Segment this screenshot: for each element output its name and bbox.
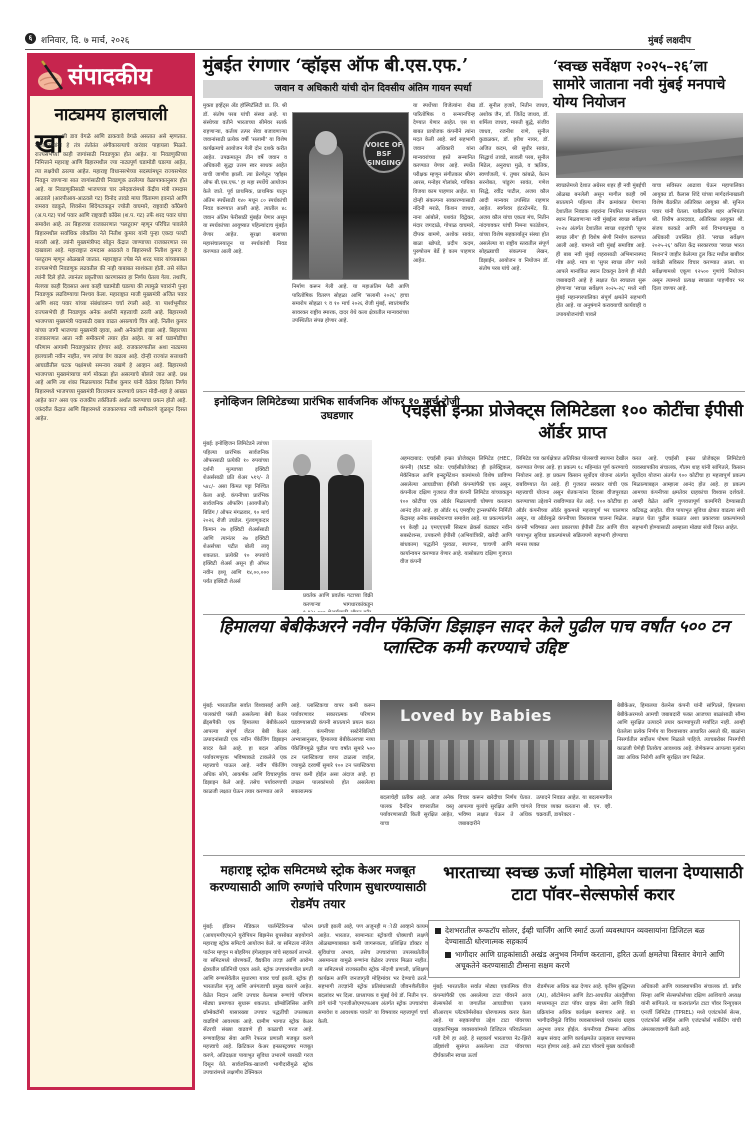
- section-divider: [203, 855, 745, 856]
- stroke-column-2: प्रगती झाली आहे, पण अजूनही म ोठी आव्हाने कायम आहेत. भारतात, सामान्यतः स्ट्रोकची धोक्याची लक्षणे ओळखण्याबाबत कमी जागरूकता, प्रशिक्षित डॉक्टर व सुविधांचा अभाव, तसेच उपचारांच्या उपलब्धतेतील असमानता यामुळे रुग्णांना वेळेवर उपचार मिळत नाहीत. या समिटमध्ये राज्यस्तरीय स्ट्रोक नोंदणी प्रणाली, प्रशिक्षण कार्यक्रम आणि जनजागृती मोहिमांवर भर देण्याचे ठरले. सहभागी तज्ज्ञांनी स्ट्रोक प्रतिबंधासाठी जीवनशैलीतील बदलांवर भर दिला. प्राध्यापक व मुंबई येथे डॉ. नितीन एन. डांगे यांनी 'एनजीओएमएफआय अंतर्गत स्ट्रोक उपचारांचा समावेश व आवश्यक पावले' या विषयावर महत्त्वपूर्ण चर्चा केली.: [318, 924, 428, 1025]
- issue-date: शनिवार, दि. ७ मार्च, २०२६: [41, 36, 130, 46]
- bsf-column-1: मुक्ता इव्हेंट्स ॲंड हॉस्पिटॅलिटी प्रा. लि. श्री डॉ. संतोष परब यांची संस्था आहे. या संस्थेच्या वतीने भारताच्या सीमेवर सतर्क राहणाऱ्या, कर्तव्य तत्पर सेवा बजावणाऱ्या जवानांसाठी प्रत्येक वर्षी 'सलामी' या विशेष कार्यक्रमाचे आयोजन गेली दोन दशके करीत आहेत. उपक्रमातून तीन वर्षे जवान व अधिकारी सुद्धा उत्तम स्वर साधक आहेत याची जाणीव झाली. त्या प्रेरणेतून 'व्हॉइस ऑफ बी.एस.एफ.' हा महा स्पर्धेचे आयोजन केले जाते. पूर्व प्राथमिक, प्राथमिक यातून अंतिम स्पर्धेसाठी १४० मधून ८० स्पर्धकांची निवड करण्यात आली आहे. त्यातील ४८ जवान अंतिम फेरीसाठी मुंबईत येणार असून या स्पर्धकांच्या आयुष्यात पहिल्यांदाच मुंबईत येणार आहेत. सुरक्षा बलाच्या महासंचालयातून या स्पर्धकांची निवड करण्यात आली आहे.: [203, 103, 287, 256]
- executive-right-face: [337, 454, 355, 476]
- section-divider: [203, 614, 745, 615]
- ipo-column-1: मुंबई: इनोव्हिजन लिमिटेडने त्यांच्या पहिल्या प्रारंभिक सार्वजनिक ऑफरसाठी प्रत्येकी १० रुपयांच्या दर्शनी मूल्याच्या इक्विटी शेअर्ससाठी प्रति शेअर ५१९/- ते ५४८/- असा किंमत पट्टा निश्चित केला आहे. कंपनीच्या प्रारंभिक सार्वजनिक ऑफरिंग (आयपीओ) बिडिंग / ऑफर मंगळवार, १० मार्च २०२६ रोजी उघडेल. गुंतवणूकदार किमान २७ इक्विटी शेअर्ससाठी आणि त्यानंतर २७ इक्विटी शेअर्सच्या पटीत बोली लावू शकतात. प्रत्येकी १० रुपयांचे इक्विटी शेअर्स असून ही ऑफर नवीन इश्यू आणि १४,००,००० पर्यंत इक्विटी शेअर्स: [203, 441, 269, 585]
- swachh-column-1: स्वच्छतेमध्ये देशात अग्रेसर शहर ही नवी मुंबईची ओळख बनलेली असून मागील काही वर्षे सातत्याने पहिल्या तीन क्रमांकात येणाऱ्या देशातील निवडक शहरांना नियमित मानांकनात स्थान मिळवणाऱ्या नवी मुंबईला स्वच्छ सर्वेक्षण २०२४ अंतर्गत देशातील स्वच्छ शहरांची 'सुपर स्वच्छ लीग' ही विशेष श्रेणी निर्माण करण्यात आली आहे. यामध्ये नवी मुंबई समाविष्ट आहे. ही बाब नवी मुंबई शहरासाठी अभिमानास्पद गोष्ट आहे. मात्र या 'सुपर स्वच्छ लीग' मध्ये आपले मानांकित स्थान टिकवून ठेवणे ही मोठी जबाबदारी आहे हे लक्षात घेत स्वच्छता सुरू होणाऱ्या 'स्वच्छ सर्वेक्षण २०२५-२६' मध्ये नवी मुंबई महानगरपालिका संपूर्ण क्षमतेने सहभागी होत आहे. या अनुषंगाने करावयाची कार्यवाही व उपाययोजनांची पावले: [556, 183, 646, 318]
- himalaya-column-4: विचार करून खरेदीचा निर्णय घेतात. आपल्या मुलांचे सुरक्षित आणि चांगले भविष्य लक्षात घेऊन ते अधिक जबाबदारीने: [458, 795, 532, 827]
- stroke-column-1: मुंबई: इंडियन मेडिकल पार्लमेंटेरियन्स फोरम (आयएमपीएफ)ने युरोपियन बिझनेस ग्रुपसोबत सहयोगाने महाराष्ट्र स्ट्रोक समिटचे आयोजन केले. या समिटला नॉलेज पार्टनर म्हणून म बोहरिंगर इंगेलहाइम यांचे सहकार्य लाभले. या समिटमध्ये धोरणकर्ते, वैद्यकीय तज्ज्ञ आणि आरोग्य क्षेत्रातील प्रतिनिधी एकत्र आले. स्ट्रोक उपचारांमधील प्रगती आणि रुग्णसेवेतील सुधारणा यावर चर्चा झाली. स्ट्रोक ही भारतातील मृत्यू आणि अपंगत्वाची प्रमुख कारणे आहेत. वेळेत निदान आणि उपचार केल्यास रुग्णांचे परिणाम मोठ्या प्रमाणात सुधारू शकतात. थ्रॉम्बोलिसिस आणि थ्रॉम्बेक्टॉमी यासारख्या उपचार पद्धतींची उपलब्धता वाढविणे आवश्यक आहे. ग्रामीण भागात स्ट्रोक केअर सेंटरची संख्या वाढवणे ही काळाची गरज आहे. रुग्णवाहिका सेवा आणि रेफरल प्रणाली मजबूत करणे महत्त्वाचे आहे. क्रिटिकल केअर इन्फ्रास्ट्रक्चर मजबूत करणे, अतिदक्षता पायाभूत सुविधा उभारणे यासाठी गरज दिसून येते. सार्वजनिक-खाजगी भागीदारीमुळे स्ट्रोक उपचारांमध्ये लक्षणीय टेक्निकल: [203, 924, 313, 1077]
- editorial-body: [35, 129, 187, 423]
- bsf-headline: मुंबईत रंगणार ‘व्हॉइस ऑफ बी.एस.एफ.’: [203, 56, 469, 76]
- editorial-banner: [30, 56, 192, 96]
- bullet-square-icon: [445, 952, 451, 958]
- bsf-column-3: या स्पर्धेच्या विजेत्यांना रोख पारितोषिक व सन्मानचिन्ह देण्यात येणार आहेत. एस या बाबत प्रायोजक कंपनीने त्यांना मदत केली आहे. सर्व सहभागी जवान अधिकारी यांना मान्यवरांच्या हस्ते सन्मानित करण्यात येणार आहे. स्पर्धेत परीक्षक म्हणून संगीतकार श्रीरंग आरस, मनोहर गोलांबरे, गायिका विजया काम पाहणार आहेत. या दोन्ही संकल्पना साकारण्यासाठी नंदिनी मराठे, किशन जाधव, नाना आंबोले, यशवंत विद्वेकर, मंदार जगदाळे, गोपाळ वाघमारे, दीपक बामणे, अशोक सावंत, बाळा खोपडे, प्रदीप कदम, पुरुषोत्तम बेर्डे हे काम पाहणार आहेत.: [413, 103, 475, 264]
- meeting-table: [556, 137, 743, 175]
- hec-column-3: करत आहे. एचईसी इन्फ्रा प्रोजेक्ट्स लिमिटेडचे व्यवस्थापकीय संचालक, गौतम शाह यांनी सांगितले, किसान सूर्योदय योजना अंतर्गत १०० कोटींचा हा महत्त्वपूर्ण प्रकल्प मिळाल्याबद्दल आम्हाला आनंद होत आहे. हा प्रकल्प आमच्या कंपनीच्या क्षमतेवर ग्राहकांचा विश्वास दर्शवतो. आम्ही वेळेत आणि गुणवत्तापूर्ण कामगिरी देण्यासाठी कटिबद्ध आहोत. वीज पायाभूत सुविधा क्षेत्रात वाढत्या संधी लक्षात घेता पुढील काळात अशा प्रकारच्या प्रकल्पांमध्ये सहभागी होण्यासाठी आम्हाला मोठ्या संधी दिसत आहेत.: [632, 456, 745, 531]
- ipo-column-2: प्रवर्तक आणि प्रवर्तक गटाच्या विक्री करणाऱ्या भागधारकांकडून: [303, 593, 373, 608]
- editorial-box: [27, 53, 195, 1090]
- loved-by-babies-sign: Loved by Babies: [400, 706, 552, 725]
- tata-highlight-text: भागीदार आणि ग्राहकांसाठी अखंड अनुभव निर्माण करताना, हरित ऊर्जा क्षमतेचा विस्तार वेगाने आणि अचूकतेने करण्यासाठी टीम्सना सक्षम करणे: [455, 950, 725, 970]
- hec-column-2: लिमिटेड च्या कार्यक्षेत्रात अतिरिक्त पोलसची स्थापना देखील करण्यात येणार आहे. हा प्रकल्प १८ महिन्यांत पूर्ण करण्याचे नियोजन आहे. हा प्रकल्प किसान सूर्योदय योजना अंतर्गत राबविण्यात येत आहे. ही गुजरात सरकार यांची एक महत्त्वाची योजना असून शेतकऱ्यांना दिवसा वीजपुरवठा करण्याच्या उद्देशाने राबविण्यात येत आहे. १०० कोटींचा हा ऑर्डर कंपनीच्या ऑर्डर बुकमध्ये महत्त्वपूर्ण भर घालणार असून, या ऑर्डरमुळे कंपनीच्या विस्तारास चालना मिळेल. कंपनी भविष्यात अशा प्रकारच्या ईपीसी टेंडर आणि वीज पायाभूत सुविधा प्रकल्पांमध्ये सक्रियपणे सहभागी होण्याचा मानस व्यक्त: [516, 456, 628, 548]
- pen-in-hand-icon: [36, 59, 66, 93]
- himalaya-column-5: उत्पादने निवडत आहेत. या बदलामागील विचार व्यक्त करताना श्री. एन. व्ही. चक्रवर्ती, डायरेक्टर -: [536, 795, 612, 819]
- himalaya-column-2: आहे. प्लास्टिकचा वापर कमी करून पर्यावरणावर सकारात्मक परिणाम घडवण्यासाठी कंपनी सातत्याने प्रयत्न करत आहे. कंपनीच्या सस्टेनेबिलिटी अभ्यासानुसार, हिमालया बेबीकेअरच्या नव्या पॅकेजिंगमुळे पुढील पाच वर्षांत सुमारे ५०० टन प्लास्टिकचा वापर टाळला जाईल, ज्यामुळे दरवर्षी सुमारे १०० टन प्लास्टिकचा वापर कमी होईल असा अंदाज आहे. हा उपक्रम पालकांमध्ये होत असलेल्या सकारात्मक: [291, 703, 375, 795]
- himalaya-column-1: मुंबई: भारतातील सर्वात विश्वासार्ह आणि पालकांची पसंती असलेल्या बेबी केअर ब्रँड्सपैकी एक हिमालया बेबीकेअरने आपल्या संपूर्ण जेंटल बेबी केअर उत्पादनांसाठी एक नवीन पॅकेजिंग डिझाइन सादर केले आहे. हा बदल अधिक पर्यावरणपूरक भविष्याकडे टाकलेले एक महत्त्वाचे पाऊल आहे. नवीन पॅकेजिंग अधिक सोपे, आकर्षक आणि विचारपूर्वक डिझाइन केले आहे. तसेच पर्यावरणाची काळजी लक्षात घेऊन तयार करण्यात आले: [203, 703, 287, 795]
- tata-headline: भारताच्या स्वच्छ ऊर्जा मोहिमेला चालना देण्यासाठी टाटा पॉवर–सेल्सफोर्स करार: [443, 863, 743, 904]
- newspaper-name: मुंबई लक्षदीप: [648, 36, 691, 46]
- tata-highlight-text: देशभरातील रूफटॉप सोलर, ईव्ही चार्जिंग आणि स्मार्ट ऊर्जा व्यवस्थापन व्यवसायांना डिजिटल बळ देण्यासाठी धोरणात्मक सहकार्य: [445, 926, 705, 946]
- bsf-singer-photo: [292, 112, 409, 280]
- himalaya-event-photo: [380, 700, 612, 790]
- bsf-column-2: निर्माण करून गेली आहे. या महाअंतिम फेरी आणि पारितोषिक वितरण सोहळा आणि 'सलामी २०२६' हाचा समारोप सोहळा ९ व १० मार्च २०२६ रोजी मुंबई, स्वातंत्र्यवीर सावरकर राष्ट्रीय स्मारक, दादर येथे कला क्षेत्रातील मान्यवरांच्या उपस्थितीत संपन्न होणार आहे.: [292, 284, 409, 325]
- stroke-headline: महाराष्ट्र स्ट्रोक समिटमध्ये स्ट्रोक केअर मजबूत करण्यासाठी आणि रुग्णांचे परिणाम सुधारण्यासाठी रोडमॅप तयार: [209, 863, 427, 911]
- executive-left: [284, 475, 320, 590]
- tata-highlights-box: [428, 920, 740, 978]
- swachh-column-2: याचा सविस्तर आढावा घेऊन महापालिका आयुक्त डॉ. कैलास शिंदे यांच्या मार्गदर्शनाखाली विशेष बैठकीत अतिरिक्त आयुक्त श्री. सुनिल पवार यांनी घेतला. याबैठकीस शहर अभियंता श्री. शिरीष आरदवाड, अतिरिक्त आयुक्त श्री. संजय काकडे आणि सर्व विभागप्रमुख व अधिकारी उपस्थित होते. 'स्वच्छ सर्वेक्षण २०२५-२६' करिता केंद्र सरकारच्या 'स्वच्छ भारत मिशन'ने जाहीर केलेल्या टूल किट मधील बाबींवर यावेळी सविस्तर विचार करण्यात आला. या सर्वेक्षणामध्ये एकूण १२५०० गुणांचे नियोजन असून त्यामध्ये प्रत्यक्ष स्वच्छता पाहणीवर भर दिला जाणार आहे.: [652, 183, 744, 293]
- singer-figure: [309, 143, 343, 279]
- himalaya-column-6: बेबीकेअर, हिमालया वेलनेस कंपनी यांनी सांगितले, हिमालया बेबीकेअरमध्ये आमची जबाबदारी फक्त आजच्या बाळांसाठी सौम्य आणि सुरक्षित उत्पादने तयार करण्यापुरती मर्यादित नाही. आम्ही घेतलेला प्रत्येक निर्णय या विश्वासावर आधारित असतो की, बाळांना निसर्गातील सर्वोत्तम पोषण मिळाले पाहिजे. त्याचबरोबर निसर्गाची काळजी घेणेही तितकेच आवश्यक आहे. जेणेकरून आपल्या मुलांना उद्या अधिक निरोगी आणि सुरक्षित जग मिळेल.: [617, 703, 745, 761]
- executive-right: [328, 475, 364, 590]
- himalaya-column-3: बदलाचेही प्रतीक आहे. आज अनेक पालक दैनंदिन वापरातील वस्तू पर्यावरणासाठी किती सुरक्षित आहेत, याचा: [380, 795, 454, 827]
- tata-column-1: मुंबई: भारतातील सर्वात मोठ्या एकात्मिक वीज कंपन्यांपैकी एक असलेल्या टाटा पॉवरने आज सेल्सफोर्स या जगातील आघाडीच्या एआय सीआरएम प्लॅटफॉर्मसोबत धोरणात्मक करार केला आहे. या सहकार्याचा उद्देश टाटा पॉवरच्या ग्राहकाभिमुख व्यवसायांमध्ये डिजिटल परिवर्तनाला गती देणे हा आहे. हे सहकार्य भारताच्या नेट-झिरो उद्दिष्टांशी सुसंगत असलेल्या टाटा पॉवरच्या दीर्घकालीन स्वच्छ ऊर्जा: [433, 984, 531, 1059]
- swachh-headline: ‘स्वच्छ सर्वेक्षण २०२५–२६’ला सामोरे जाताना नवी मुंबई मनपाचे योग्य नियोजन: [553, 58, 726, 111]
- singer-head: [315, 131, 337, 155]
- tata-highlight: [435, 949, 733, 971]
- tata-highlight: [435, 925, 733, 947]
- editorial-dropcap: खा: [35, 129, 64, 159]
- himalaya-headline: हिमालया बेबीकेअरने नवीन पॅकेजिंग डिझाइन सादर केले पुढील पाच वर्षांत ५०० टन प्लास्टिक कमी करण्याचे उद्दिष्ट: [218, 617, 730, 658]
- executive-left-face: [293, 454, 311, 476]
- hec-headline: एचईसी इन्फ्रा प्रोजेक्ट्स लिमिटेडला १०० कोटींचा ईपीसी ऑर्डर प्राप्त: [401, 401, 744, 443]
- ipo-executives-photo: [272, 440, 372, 590]
- tata-column-2: रोडमॅपला अधिक बळ देणार आहे. कृत्रिम बुद्धिमत्ता (AI), ऑटोमेशन आणि डेटा-आधारित अंतर्दृष्टींच्या माध्यमातून टाटा पॉवर ग्राहक सेवा आणि विक्री प्रक्रियांना अधिक कार्यक्षम बनवणार आहे. या भागीदारीमुळे विविध व्यवसायांमध्ये एकसंध ग्राहक अनुभव तयार होईल. कंपनीच्या टीम्सना अधिक सक्षम संवाद आणि कार्यक्षमतेत उत्कृष्टता साधण्यास मदत होणार आहे. असे टाटा पॉवरचे मुख्य कार्यकारी: [537, 984, 635, 1051]
- page-number: ६: [25, 33, 36, 44]
- bsf-column-4: डॉ. सुनील हजारे, नितीन जाधव, अशोक जैन, डॉ. जितेंद्र जाधव, डॉ. शर्मिला जाधव, मारुती बुद्धे, संजीव जाधव, रजनीश राणे, सुनील कुडाळकर, डॉ. हरीश नायर, डॉ. अजित कदम, श्री सुधीर सावंत, सिद्धार्थ तावडे, सावली परब, सुनील मिठेल, अनुराधा मुळे, व ऋतिक, स्वर्णांजली, पं. तुषार कांबळे, केतन सरनोबत, पांडुरंग सावंत, गणेश सिद्धे, रवींद्र पाटील, अजय कौल आदी मान्यवर उपस्थित राहणार आहेत. स्वर्गरवर इंटरटेनमेंट, प्रि. अजय कौल यांचा एकता मंच, नितीन नांदगावकर यांची निमना फाउंडेशन, यांच्या विशेष सहकार्यातून संस्था होत असलेल्या या राष्ट्रीय स्तरातील संपूर्ण सोहळ्याची संकल्पना लेखन, डिझाईन, आयोजन व नियोजन डॉ. संतोष परब यांचे आहे.: [479, 103, 549, 273]
- bsf-subheadline: जवान व अधिकारी यांची दोन दिवसीय अंतिम गायन स्पर्धा: [203, 80, 543, 98]
- section-divider: [203, 391, 745, 392]
- crowd-figures: [380, 740, 612, 780]
- bullet-square-icon: [435, 928, 441, 934]
- tata-column-3: अधिकारी आणि व्यवस्थापकीय संचालक डॉ. प्रवीर सिन्हा आणि सेल्सफोर्सच्या दक्षिण आशियाचे अध्यक्ष यांनी सांगितले. या करारांतर्गत टाटा पॉवर रिन्यूएबल एनर्जी लिमिटेड (TPREL) मध्ये एजंटफोर्स सेल्स, एजंटफोर्स सर्व्हिस आणि एजंटफोर्स मार्केटिंग यांची अंमलबजावणी केली आहे.: [641, 984, 741, 1033]
- editorial-section-title: संपादकीय: [68, 63, 152, 90]
- masthead: [25, 30, 695, 50]
- swachh-meeting-photo: [556, 113, 743, 178]
- hec-column-1: अहमदाबाद: एचईसी इन्फ्रा प्रोजेक्ट्स लिमिटेड (HEC, कंपनी) (NSE कोड: एचईसीप्रोजेक्ट) ही इलेक्ट्रिकल, मेकॅनिकल आणि इन्स्ट्रुमेंटेशन कामांमध्ये विशेष प्राविण्य असलेल्या आघाडीच्या ईपीसी कंपन्यांपैकी एक असून, कंपनीला दक्षिण गुजरात वीज कंपनी लिमिटेड यांच्याकडून १०० कोटींचा एक ऑर्डर मिळाल्याची घोषणा करताना आनंद होत आहे. हा ऑर्डर १६ एमव्हीए ट्रान्सफॉर्मर निर्मिती केंद्रासह अनेक सबस्टेशनचा समावेश आहे. या प्रकल्पांतर्गत ११ केव्ही ३३ एमएएएसी सिस्टम ब्रेकर्स कंडक्टर नवीन सबस्टेशन्स, उपकरणे ईपीसी (अभियांत्रिकी, खरेदी आणि बांधकाम) पद्धतीने पुरवठा, स्थापना, चाचणी आणि कार्यान्वयन करण्यात येणार आहे. यासोबतच दक्षिण गुजरात वीज कंपनी: [400, 456, 512, 566]
- ipo-headline: इनोव्हिजन लिमिटेडच्या प्रारंभिक सार्वजनिक ऑफर १० मार्च रोजी उघडणार: [214, 396, 460, 422]
- editorial-body-text: ली डाव वेगळे आणि ढाकवावे वेगळे असतात असे म्हणतात. राजकारण्यांनी हे तंत्र तंतोतंत अंगीकारल्याचे वारंवार पाहायला मिळते. राज्यसभेच्या काही जागांसाठी निवडणुका होत आहेत. या निवडणुकीच्या निमित्ताने महाराष्ट्र आणि बिहारमधील ज्या नाट्यपूर्ण घडामोडी घडल्या आहेत, त्या लक्षवेधी ठरल्या आहेत. महाराष्ट्र विधानसभेच्या सदस्यांमधून राज्यसभेवर निवडून जाणाऱ्या सात जागांसाठीची निवडणूक ठरलेल्या वेळापत्रकानुसार होत आहे. या निवडणुकीसाठी भाजपच्या चार उमेदवारांमध्ये केंद्रीय मंत्री रामदास आठवले (आरपीआय-आठवले गट) विनोद तावडे माया चिंतामण इवनाते आणि रामराव वडकुते, शिवसेना शिंदेगटाकडून ज्योती वाघमारे, राष्ट्रवादी काँग्रेसचे (अ.प.गट) पार्थ पवार आणि राष्ट्रवादी काँग्रेस (श.प. गट) तर्फे शरद पवार यांचा समावेश आहे. तर बिहारच्या राजकारणात 'पलटूराम' म्हणून परिचित पावलेले बिहारमधील सर्वाधिक लोकप्रिय नेते नितीश कुमार यांनी पुन्हा एकदा पलटी मारली आहे. त्यांनी मुख्यमंत्रीपद सोडून केंद्रात जाण्याच्या राजकारणात रस दाखवला आहे. महाराष्ट्रात रामदास आठवले व बिहारमध्ये नितीश कुमार हे पलटूराम म्हणून ओळखले जातात. महाराष्ट्रात ज्येष्ठ नेते शरद पवार यांच्याबाबत राज्यसभेची निवडणूक लढवतील की नाही याबाबत साशंकता होती. तसे संकेत त्यांनी दिले होते. त्यानंतर प्रकृतीच्या कारणास्तव हा निर्णय घेतला गेला. तथापि, मेलच्या काही दिवसात अशा काही घडामोडी घडल्या की त्यामुळे पवारांनी पुन्हा निवडणूक लढविण्याचा निश्चय केला. महाराष्ट्रात माजी मुख्यमंत्री अजित पवार आणि शरद पवार यांच्या संबंधांवरून चर्चा रंगली आहे. या पार्श्वभूमीवर राज्यसभेची ही निवडणूक अनेक अर्थांनी महत्त्वाची ठरली आहे. बिहारमध्ये भाजपच्या मुख्यमंत्री पदासाठी दबाव वाढत असल्याचे चित्र आहे. नितीश कुमार यांच्या जागी भाजपचा मुख्यमंत्री व्हावा, अशी अनेकांची इच्छा आहे. बिहारच्या राजकारणात आता नवी समीकरणे तयार होत आहेत. या सर्व घडामोडींचा परिणाम आगामी निवडणुकांवर होणार आहे. राजकारणातील अशा नाट्यमय हालचाली नवीन नाहीत, पण त्यांचा वेग वाढला आहे. दोन्ही राज्यांत सत्ताधारी आघाडीतील घटक पक्षांमध्ये समन्वय राखणे हे आव्हान आहे. बिहारमध्ये भाजपच्या मुख्यमंत्र्याचा मार्ग मोकळा होत असल्याचे बोलले जात आहे. प्रश्न आहे आणि त्या शंका मिळाल्यावर नितीश कुमार यांनी वेळेवर दिलेला निर्णय बिहारमध्ये भाजपच्या मुख्यमंत्री विराजमान करण्याचे प्रयत्न मोदी-शहा हे आखत आहेत का? असा एक राजकीय तर्कवितर्क अर्थात करण्याचा प्रयत्न होतो आहे. एकंदरीत केंद्रात आणि बिहारमध्ये राजकारणात नवी समीकरणे जुळवून दिसत आहेत.: [35, 134, 187, 422]
- voice-of-bsf-logo: VOICE OF BSF SINGING: [363, 131, 405, 173]
- editorial-headline: नाट्यमय हालचाली: [54, 105, 168, 125]
